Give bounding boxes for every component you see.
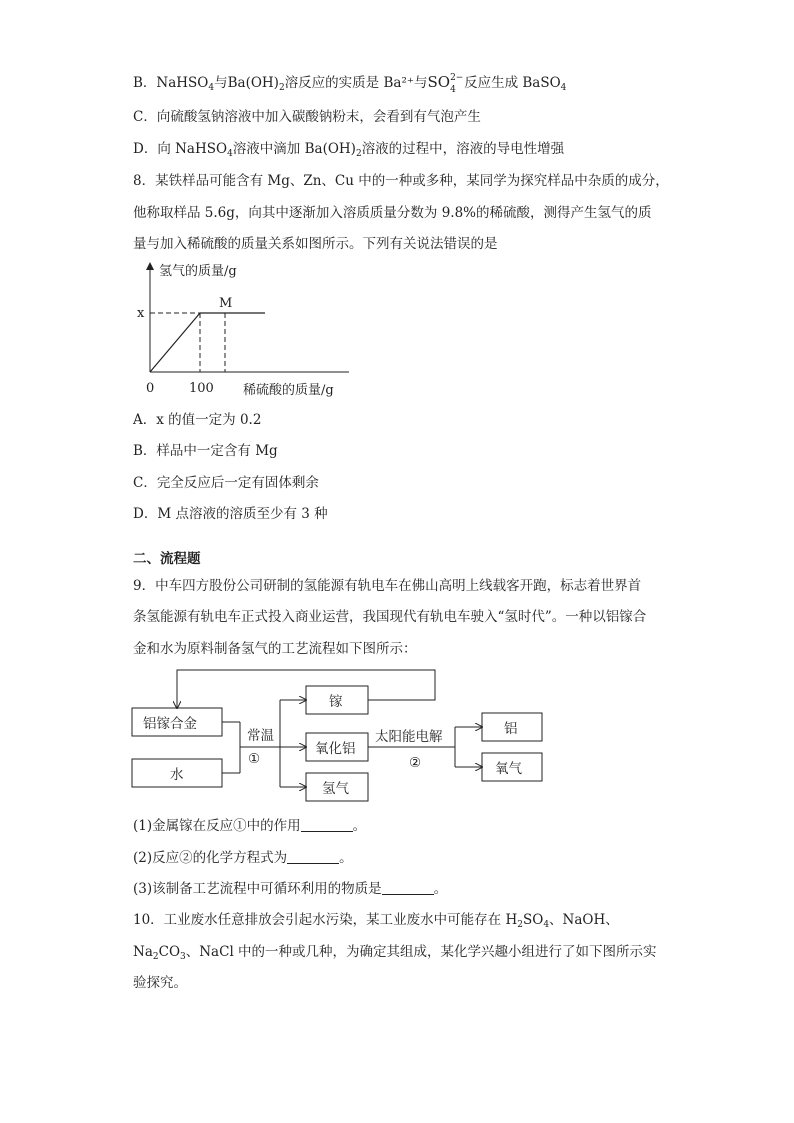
q8-stem-line2: 他称取样品 5.6g，向其中逐渐加入溶质质量分数为 9.8%的稀硫酸，测得产生氢气的质	[133, 205, 652, 221]
label-aluminum: 铝	[504, 721, 518, 737]
label-step1: ①	[248, 751, 261, 767]
q7-option-d: D．向 NaHSO$_4$溶液中滴加 $Ba(OH)_2$溶液的过程中，溶液的导电性增强	[133, 141, 565, 159]
label-alumina: 氧化铝	[315, 741, 356, 757]
q8-stem-line1: 8．某铁样品可能含有 Mg、Zn、Cu 中的一种或多种，某同学为探究样品中杂质的成分，	[133, 173, 669, 189]
answer-blank-2[interactable]	[287, 850, 339, 864]
q8-stem-line3: 量与加入稀硫酸的质量关系如图所示。下列有关说法错误的是	[133, 236, 498, 252]
section-title-flow: 二、流程题	[133, 551, 201, 567]
chart-x-tick-0: 0	[146, 381, 155, 396]
q10-stem-line2: $Na_2CO_3$、NaCl 中的一种或几种，为确定其组成，某化学兴趣小组进行了如下图所示实	[133, 944, 657, 962]
label-oxygen: 氧气	[495, 761, 522, 777]
q9-stem-line3: 金和水为原料制备氢气的工艺流程如下图所示：	[133, 641, 417, 657]
q7-option-b: B．NaHSO$_4$与$Ba(OH)_2$溶反应的实质是 Ba²⁺与SO 2− 4 反应生成 BaSO$_4$	[133, 73, 567, 95]
chart-y-tick-x: x	[137, 306, 145, 321]
q9-stem-line2: 条氢能源有轨电车正式投入商业运营，我国现代有轨电车驶入“氢时代”。一种以铝镓合	[133, 609, 647, 625]
q8-option-a: A．x 的值一定为 0.2	[133, 412, 262, 428]
q10-stem-line3: 验探究。	[133, 975, 187, 991]
label-hydrogen: 氢气	[322, 781, 349, 797]
label-step2: ②	[409, 755, 422, 771]
label-al-ga-alloy: 铝镓合金	[143, 716, 197, 732]
label-water: 水	[170, 767, 184, 783]
label-gallium: 镓	[329, 694, 343, 710]
chart-x-tick-100: 100	[189, 381, 214, 396]
q9-sub3: (3)该制备工艺流程中可循环利用的物质是 。	[133, 881, 448, 897]
q9-sub2: (2)反应②的化学方程式为 。	[133, 850, 353, 866]
q7-option-c: C．向硫酸氢钠溶液中加入碳酸钠粉末，会看到有气泡产生	[133, 109, 481, 125]
chart-y-label: 氢气的质量/g	[159, 264, 237, 279]
q8-option-b: B．样品中一定含有 Mg	[133, 443, 278, 459]
chart-x-label: 稀硫酸的质量/g	[243, 383, 334, 398]
label-solar-electrolysis: 太阳能电解	[375, 729, 443, 745]
label-room-temp: 常温	[247, 728, 274, 744]
chart-point-m-label: M	[219, 296, 233, 311]
q9-stem-line1: 9．中车四方股份公司研制的氢能源有轨电车在佛山高明上线载客开跑，标志着世界首	[133, 578, 642, 594]
q10-stem-line1: 10．工业废水任意排放会引起水污染，某工业废水中可能存在 $H_2SO_4$、NaOH、	[133, 912, 619, 930]
q8-option-c: C．完全反应后一定有固体剩余	[133, 475, 319, 491]
chart-series-segment	[150, 313, 200, 372]
q9-sub1: (1)金属镓在反应①中的作用 。	[133, 818, 367, 834]
answer-blank-3[interactable]	[382, 881, 434, 895]
hydrogen-mass-chart	[125, 258, 365, 400]
process-flow-diagram	[125, 662, 555, 807]
q8-option-d: D．M 点溶液的溶质至少有 3 种	[133, 506, 328, 522]
answer-blank-1[interactable]	[301, 818, 353, 832]
